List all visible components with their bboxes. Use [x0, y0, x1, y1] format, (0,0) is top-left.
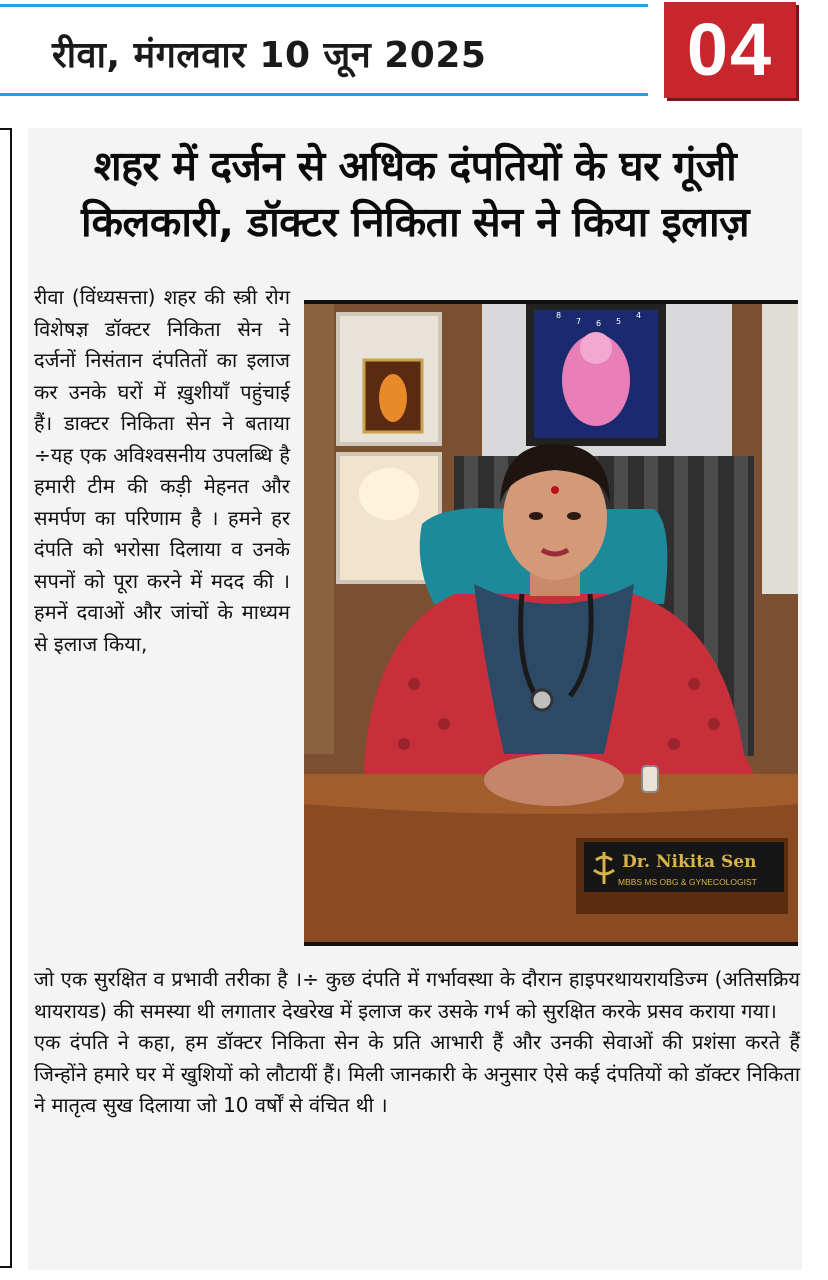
nameplate-title: MBBS MS OBG & GYNECOLOGIST — [618, 877, 757, 887]
clock-numeral: 5 — [616, 317, 622, 326]
clock-numeral: 4 — [636, 311, 642, 320]
page-number-badge: 04 — [664, 2, 796, 98]
article-headline: शहर में दर्जन से अधिक दंपतियों के घर गूंजी किलकारी, डॉक्टर निकिता सेन ने किया इलाज़ — [80, 142, 750, 246]
nameplate — [576, 838, 788, 914]
column-rule — [0, 128, 12, 1268]
dateline-bar — [0, 4, 648, 96]
clock-numeral: 8 — [556, 311, 562, 320]
folded-hands — [484, 754, 624, 806]
wristwatch-icon — [642, 766, 658, 792]
clock-numeral: 7 — [576, 317, 582, 326]
article-paragraph: जो एक सुरक्षित व प्रभावी तरीका है ।÷ कुछ दंपति में गर्भावस्था के दौरान हाइपरथायरायडिज्म (अतिसक्रिय थायरायड) की समस्या थी लगातार देखरेख में इलाज कर उसके गर्भ को सुरक्षित करके प्रसव कराया गया। — [34, 967, 800, 1023]
news-article — [28, 128, 802, 1270]
article-column-text: रीवा (विंध्यसत्ता) शहर की स्त्री रोग विशेषज्ञ डॉक्टर निकिता सेन ने दर्जनों निसंतान दंपतितों का इलाज कर उनके घरों में ख़ुशीयाँ पहुंचाई हैं। डाक्टर निकिता सेन ने बताया ÷यह एक अविश्वसनीय उपलब्धि है हमारी टीम की कड़ी मेहनत और समर्पण का परिणाम है । हमने हर दंपति को भरोसा दिलाया व उनके सपनों को पूरा करने में मदद की । हमनें दवाओं और जांचों के माध्यम से इलाज किया, — [34, 285, 290, 656]
clock-numeral: 6 — [596, 319, 602, 328]
doctor-photo-illustration — [304, 304, 798, 942]
dateline: रीवा, मंगलवार 10 जून 2025 — [52, 35, 487, 76]
article-paragraph: एक दंपति ने कहा, हम डॉक्टर निकिता सेन के प्रति आभारी हैं और उनकी सेवाओं की प्रशंसा करते हैं जिन्होंने हमारे घर में खुशियों को लौटायीं हैं। मिली जानकारी के अनुसार ऐसे कई दंपतियों को डॉक्टर निकिता ने मातृत्व सुख दिलाया जो 10 वर्षों से वंचित थी । — [34, 1030, 800, 1117]
nameplate-name: Dr. Nikita Sen — [622, 852, 757, 872]
article-wide-text — [34, 964, 800, 1122]
doctor-photo — [304, 300, 798, 946]
page-header — [0, 0, 828, 104]
